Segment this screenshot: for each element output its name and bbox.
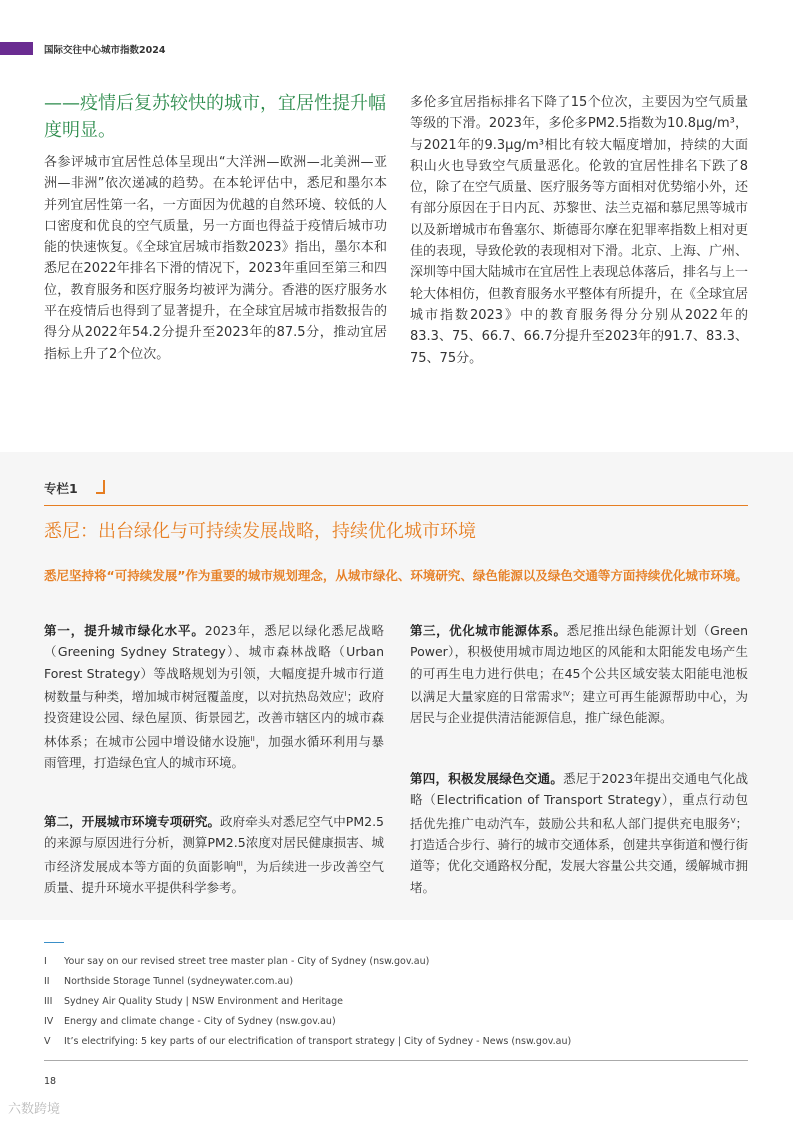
header-color-bar <box>0 42 33 55</box>
footnote-ref: II <box>250 734 255 743</box>
box-paragraph-1-text-c: ，加强水循环利用与暴雨管理，打造绿色宜人的城市环境。 <box>44 733 384 771</box>
intro-left-paragraph: 各参评城市宜居性总体呈现出“大洋洲—欧洲—北美洲—亚洲—非洲”依次递减的趋势。在本轮评估中，悉尼和墨尔本并列宜居性第一名，一方面因为优越的自然环境、较低的人口密度和优良的空气质量，另一方面也得益于疫情后城市功能的快速恢复。《全球宜居城市指数2023》指出，墨尔本和悉尼在2022年排名下滑的情况下，2023年重回至第三和四位，教育服务和医疗服务均被评为满分。香港的医疗服务水平在疫情后也得到了显著提升，在全球宜居城市指数报告的得分从2022年54.2分提升至2023年的87.5分，推动宜居指标上升了2个位次。 <box>44 155 387 362</box>
footnote-number: I <box>44 956 47 967</box>
footnote-ref: IV <box>562 689 570 698</box>
intro-right-paragraph: 多伦多宜居指标排名下降了15个位次，主要因为空气质量等级的下滑。2023年，多伦多PM2.5指数为10.8μg/m³，与2021年的9.3μg/m³相比有较大幅度增加，持续的大面积山火也导致空气质量恶化。伦敦的宜居性排名下跌了8位，除了在空气质量、医疗服务等方面相对优势缩小外，还有部分原因在于日内瓦、苏黎世、法兰克福和慕尼黑等城市以及新增城市布鲁塞尔、斯德哥尔摩在犯罪率指数上相对更佳的表现，导致伦敦的表现相对下滑。北京、上海、广州、深圳等中国大陆城市在宜居性上表现总体落后，排名与上一轮大体相仿，但教育服务水平整体有所提升，在《全球宜居城市指数2023》中的教育服务得分分别从2022年的83.3、75、66.7、66.7分提升至2023年的91.7、83.3、75、75分。 <box>410 95 749 366</box>
section-heading: ——疫情后复苏较快的城市，宜居性提升幅度明显。 <box>44 93 386 141</box>
box-label: 专栏1 <box>44 481 78 496</box>
box-paragraph-1 <box>44 620 384 773</box>
box-paragraph-4-text-b: ；打造适合步行、骑行的城市交通体系，创建共享街道和慢行街道等；优化交通路权分配，发展大容量公共交通，缓解城市拥堵。 <box>410 815 748 895</box>
footnote-ref: I <box>344 689 347 698</box>
footnote-item <box>44 992 750 1012</box>
box-paragraph-3-text-b: ；建立可再生能源帮助中心，为居民与企业提供清洁能源信息，推广绿色能源。 <box>410 689 748 726</box>
footnote-ref: V <box>730 816 736 825</box>
footnote-number: II <box>44 976 50 987</box>
footnote-number: III <box>44 996 53 1007</box>
footnote-number: IV <box>44 1016 54 1027</box>
footnote-link[interactable]: Sydney Air Quality Study | NSW Environment and Heritage <box>64 996 343 1007</box>
box-paragraph-3-text-a: 悉尼推出绿色能源计划（Green Power），积极使用城市周边地区的风能和太阳能发电场产生的可再生电力进行供电；在45个公共区域安装太阳能电池板以满足大量家庭的日常需求 <box>410 623 748 705</box>
footnote-link[interactable]: Your say on our revised street tree master plan - City of Sydney (nsw.gov.au) <box>64 956 430 967</box>
header-title: 国际交往中心城市指数2024 <box>44 45 166 56</box>
footnote-link[interactable]: Energy and climate change - City of Sydney (nsw.gov.au) <box>64 1016 336 1027</box>
footnote-divider <box>44 942 64 943</box>
box-paragraph-2-text-b: ，为后续进一步改善空气质量、提升环境水平提供科学参考。 <box>44 858 384 896</box>
box-label-corner-mark <box>96 480 105 494</box>
footnote-link[interactable]: It’s electrifying: 5 key parts of our electrification of transport strategy | City of Sydney - News (nsw.gov.au) <box>64 1036 572 1047</box>
footnote-link[interactable]: Northside Storage Tunnel (sydneywater.com.au) <box>64 976 294 987</box>
box-paragraph-2-heading: 第二，开展城市环境专项研究。 <box>44 814 221 829</box>
footnote-item <box>44 952 750 972</box>
box-paragraph-2-text-a: 政府牵头对悉尼空气中PM2.5的来源与原因进行分析，测算PM2.5浓度对居民健康损害、城市经济发展成本等方面的负面影响 <box>44 814 384 874</box>
footnote-list <box>44 952 750 1052</box>
watermark: 六数跨境 <box>8 1102 61 1117</box>
footnote-item <box>44 1012 750 1032</box>
box-paragraph-4-text-a: 悉尼于2023年提出交通电气化战略（Electrification of Transport Strategy），重点行动包括优先推广电动汽车，鼓励公共和私人部门提供充电服务 <box>410 771 748 831</box>
box-paragraph-2 <box>44 811 384 898</box>
box-paragraph-4 <box>410 768 748 898</box>
box-paragraph-3-heading: 第三，优化城市能源体系。 <box>410 623 567 638</box>
box-divider <box>44 505 748 506</box>
box-paragraph-1-heading: 第一，提升城市绿化水平。 <box>44 623 205 638</box>
box-paragraph-4-heading: 第四，积极发展绿色交通。 <box>410 771 564 786</box>
box-paragraph-1-text-a: 2023年，悉尼以绿化悉尼战略（Greening Sydney Strategy）、城市森林战略（Urban Forest Strategy）等战略规划为引领，大幅度提升城市行道树数量与种类，增加城市树冠覆盖度，以对抗热岛效应 <box>44 623 384 705</box>
footnote-ref: III <box>236 859 243 868</box>
box-paragraph-1-text-b: ；政府投资建设公园、绿色屋顶、街景园艺，改善市辖区内的城市森林体系；在城市公园中增设储水设施 <box>44 689 384 749</box>
footnote-item <box>44 1032 750 1052</box>
footnote-number: V <box>44 1036 51 1047</box>
box-paragraph-3 <box>410 620 748 729</box>
box-lead: 悉尼坚持将“可持续发展”作为重要的城市规划理念，从城市绿化、环境研究、绿色能源以及绿色交通等方面持续优化城市环境。 <box>44 568 748 583</box>
page-number: 18 <box>44 1076 57 1087</box>
bottom-divider <box>44 1060 748 1061</box>
footnote-item <box>44 972 750 992</box>
box-title: 悉尼：出台绿化与可持续发展战略，持续优化城市环境 <box>44 521 476 542</box>
